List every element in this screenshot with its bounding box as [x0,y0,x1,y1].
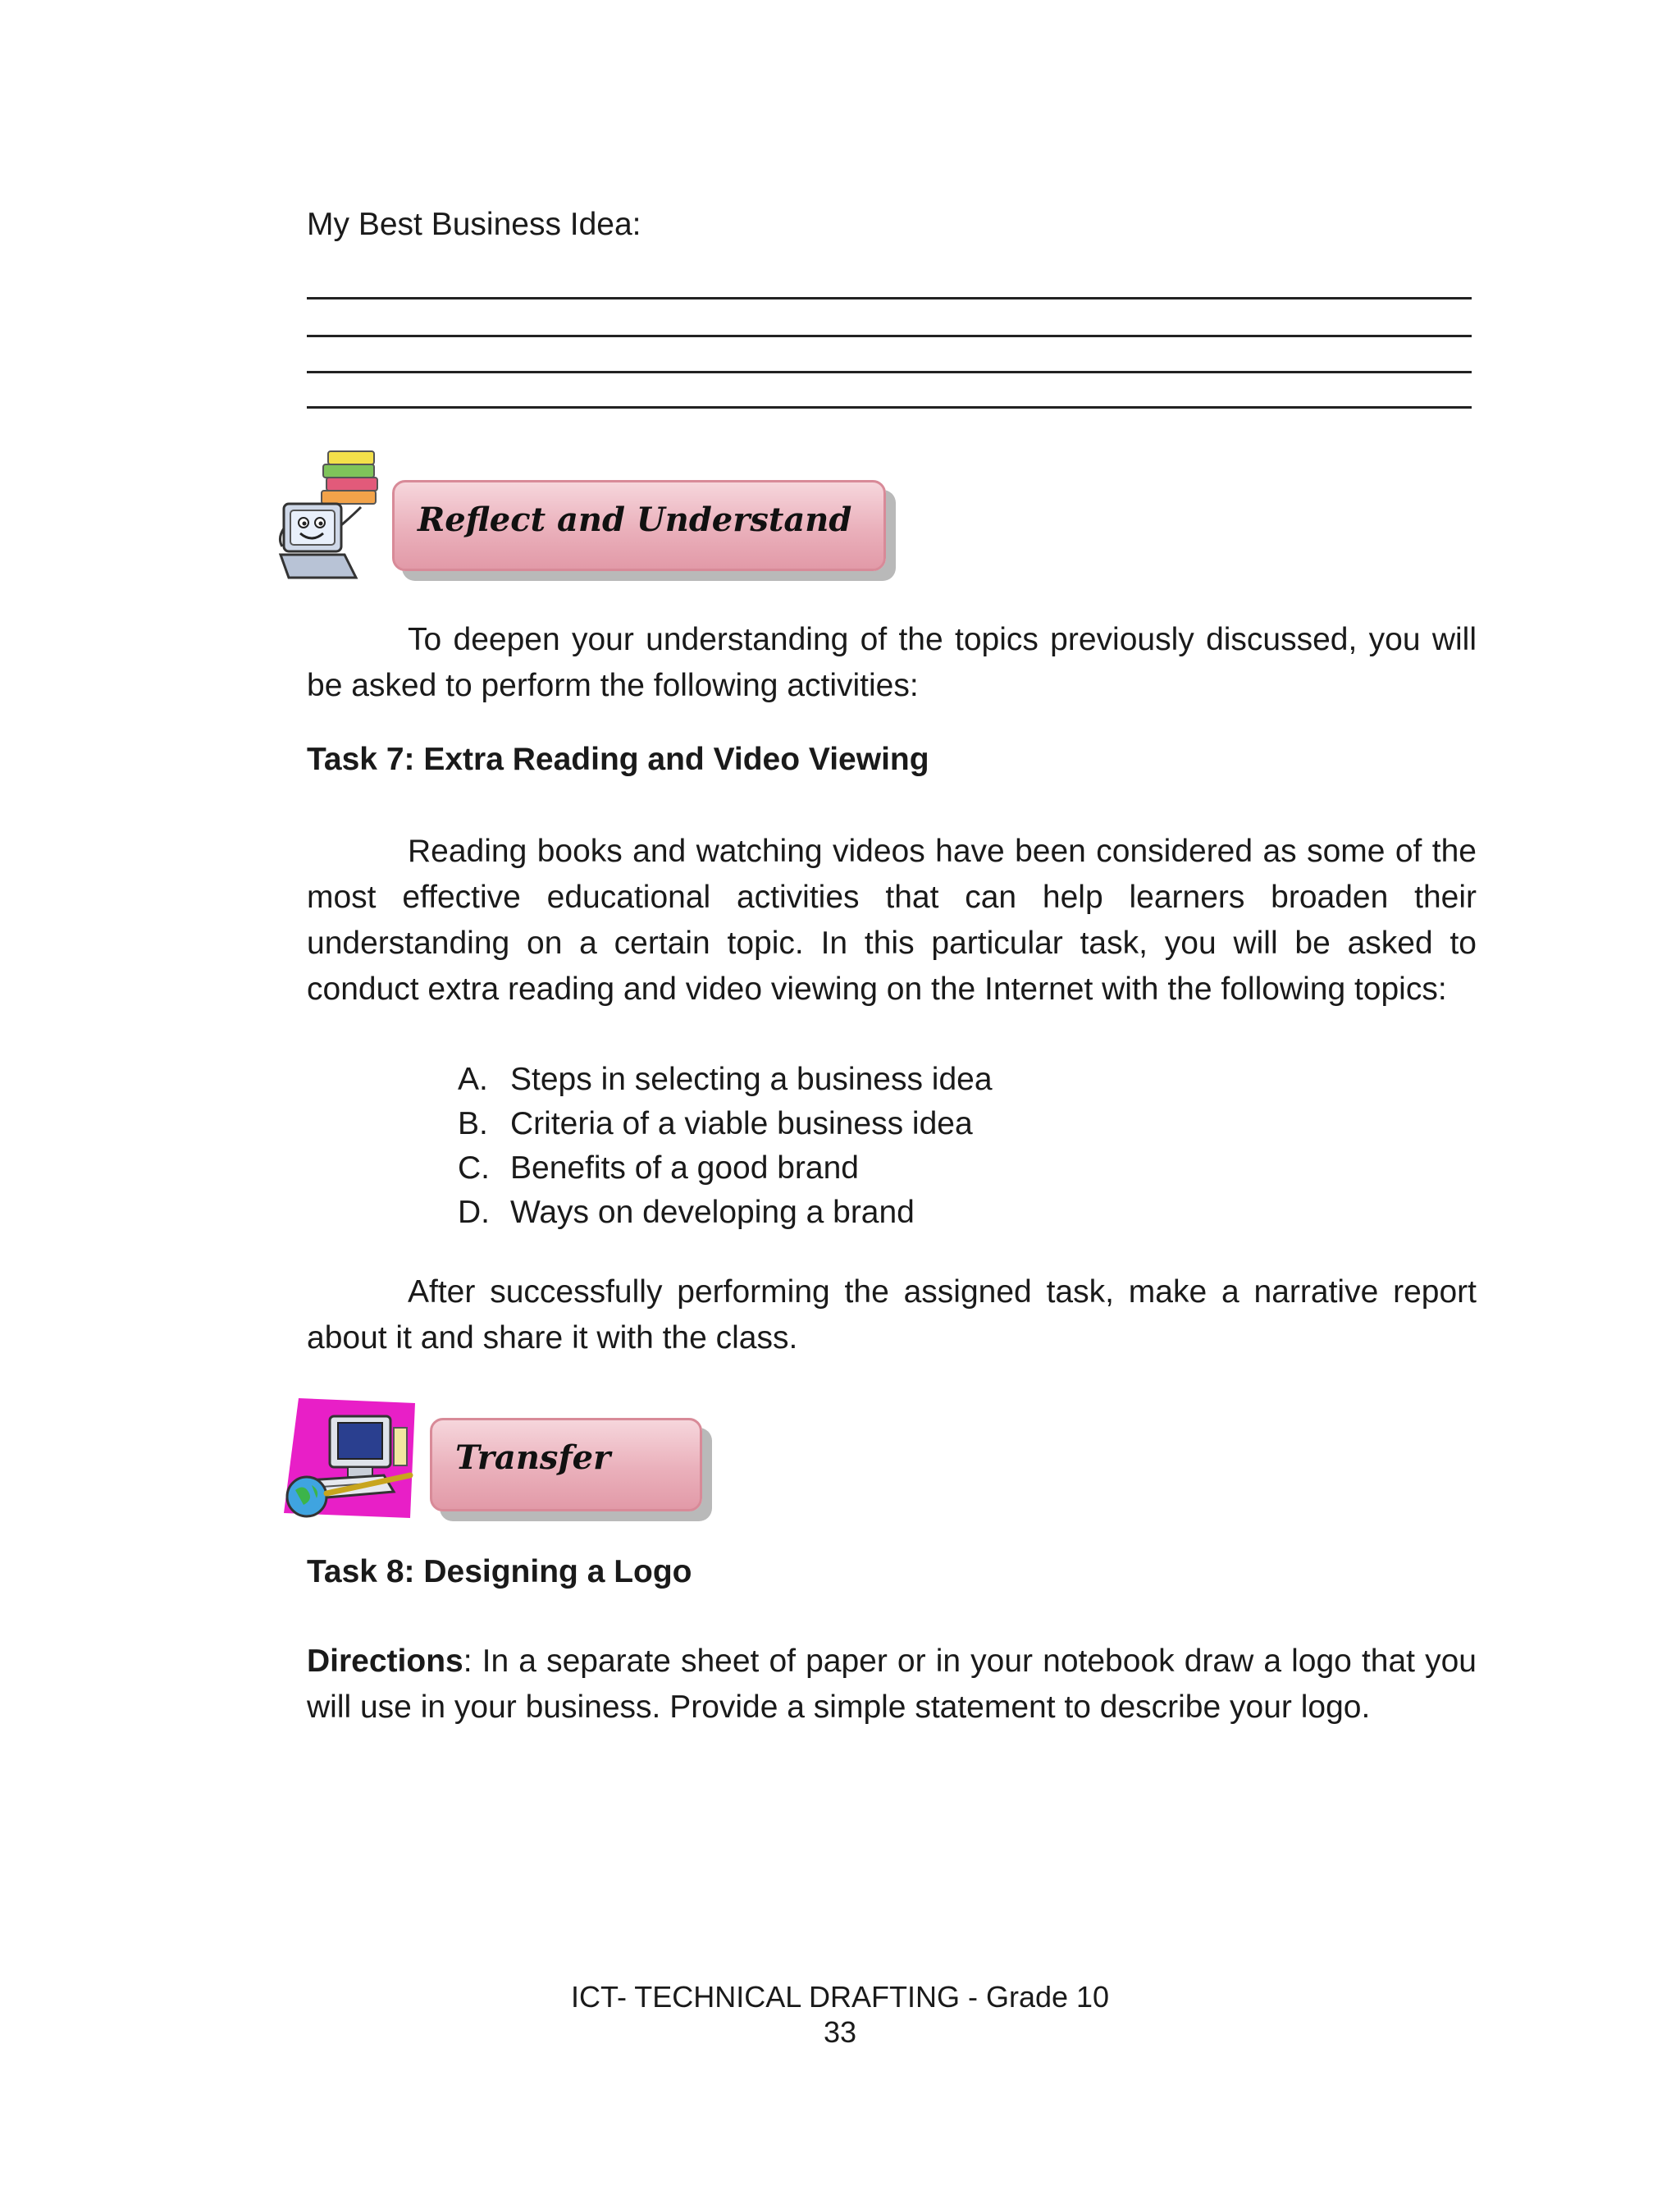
answer-line [307,371,1472,373]
page-number: 33 [823,2015,857,2049]
reflect-intro: To deepen your understanding of the topics previously discussed, you will be asked to perform the following activities: [307,622,1477,703]
list-text: Steps in selecting a business idea [510,1062,993,1097]
task8-directions [307,1639,1477,1731]
list-text: Criteria of a viable business idea [510,1106,973,1141]
transfer-banner-title: Transfer [455,1438,611,1477]
list-text: Benefits of a good brand [510,1150,859,1186]
task7-heading: Task 7: Extra Reading and Video Viewing [307,742,929,777]
computer-with-globe-icon [279,1395,418,1523]
answer-line [307,406,1472,409]
reflect-banner [392,480,886,571]
task7-paragraph: Reading books and watching videos have been considered as some of the most effective educational activities that can help learners broaden their understanding on a certain topic. In this particular task, you will be asked to conduct extra reading and video viewing on the Internet with the following topics: [307,834,1477,1007]
list-marker: C. [458,1150,490,1186]
directions-text: : In a separate sheet of paper or in your notebook draw a logo that you will use in your business. Provide a simple statement to describe your logo. [307,1644,1477,1725]
list-item [458,1058,993,1102]
list-item [458,1191,915,1235]
transfer-banner [430,1418,702,1511]
list-marker: A. [458,1062,488,1097]
reflect-banner-title: Reflect and Understand [418,501,852,539]
task7-after: After successfully performing the assigned task, make a narrative report about it and share it with the class. [307,1274,1477,1356]
list-item [458,1102,973,1146]
task8-heading: Task 8: Designing a Logo [307,1554,692,1589]
answer-line [307,297,1472,299]
list-marker: D. [458,1195,490,1230]
laptop-with-books-icon [277,446,392,586]
answer-line [307,335,1472,337]
list-text: Ways on developing a brand [510,1195,915,1230]
list-marker: B. [458,1106,488,1141]
directions-label: Directions [307,1644,463,1679]
list-item [458,1146,859,1191]
footer-subject: ICT- TECHNICAL DRAFTING - Grade 10 [570,1980,1110,2014]
best-idea-label: My Best Business Idea: [307,207,641,242]
